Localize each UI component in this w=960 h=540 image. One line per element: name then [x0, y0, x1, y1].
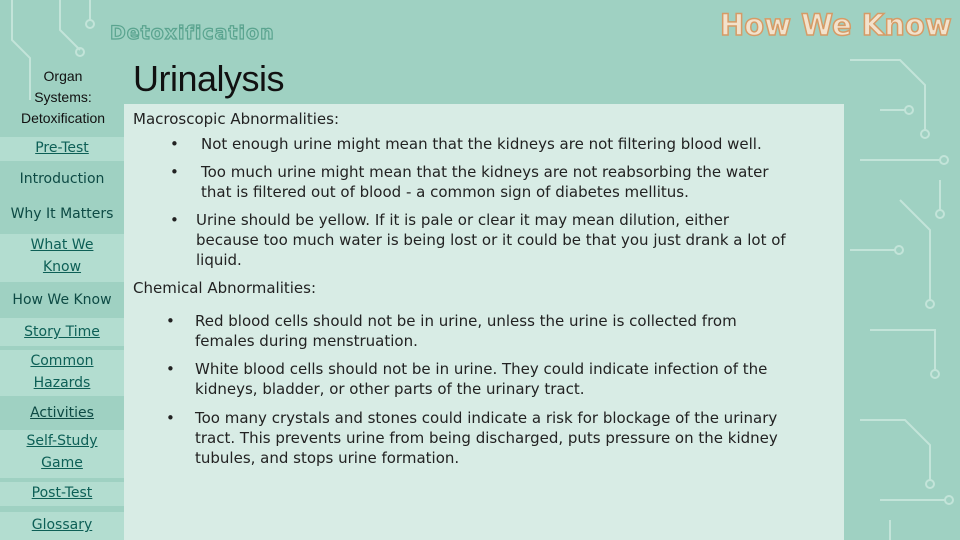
sidebar-item-self-study-game[interactable] — [0, 430, 124, 478]
list-item-line: liquid. — [196, 251, 242, 269]
section-heading: Detoxification — [110, 22, 275, 44]
list-item-line: because too much water is being lost or it could be that you just drank a lot of — [196, 231, 786, 249]
list-item-line: Urine should be yellow. If it is pale or clear it may mean dilution, either — [196, 211, 730, 229]
page-title: Urinalysis — [133, 58, 285, 99]
sidebar-item-label: Pre-Test — [35, 140, 89, 156]
sidebar-item-label: Common — [30, 353, 94, 369]
sidebar-item-pre-test[interactable] — [0, 137, 124, 161]
sidebar-item-activities[interactable] — [0, 402, 124, 424]
sidebar-item-label: Know — [42, 259, 82, 275]
sidebar-item-introduction[interactable] — [0, 168, 124, 190]
sidebar-item-story-time[interactable] — [0, 318, 124, 346]
sidebar-item-label: Post-Test — [31, 485, 93, 501]
sidebar-item-label: How We Know — [12, 292, 112, 308]
bullet-icon: • — [170, 211, 179, 229]
sidebar-title-line: Organ — [43, 68, 83, 84]
bullet-icon: • — [166, 360, 175, 378]
sidebar-title — [0, 66, 126, 129]
sidebar-item-common-hazards[interactable] — [0, 350, 124, 396]
sidebar-item-label: Why It Matters — [10, 206, 114, 222]
bullet-icon: • — [170, 135, 179, 153]
list-item — [195, 359, 767, 399]
list-item-line: kidneys, bladder, or other parts of the urinary tract. — [195, 380, 585, 398]
sidebar-item-label: Hazards — [33, 375, 91, 391]
chemical-label: Chemical Abnormalities: — [133, 279, 317, 297]
list-item — [201, 162, 769, 202]
list-item-line: Too much urine might mean that the kidneys are not reabsorbing the water — [201, 163, 769, 181]
macroscopic-label: Macroscopic Abnormalities: — [133, 110, 339, 128]
bullet-icon: • — [166, 312, 175, 330]
list-item — [195, 311, 737, 351]
sidebar-item-what-we-know[interactable] — [0, 234, 124, 282]
sidebar-title-line: Detoxification — [20, 110, 106, 126]
list-item-line: Too many crystals and stones could indicate a risk for blockage of the urinary — [195, 409, 778, 427]
bullet-icon: • — [170, 163, 179, 181]
sidebar-item-label: Activities — [30, 405, 94, 421]
list-item-line: tubules, and stops urine formation. — [195, 449, 460, 467]
list-item-line: females during menstruation. — [195, 332, 418, 350]
sidebar-item-label: Story Time — [24, 324, 100, 340]
sidebar-item-why-it-matters[interactable] — [0, 203, 124, 225]
page-heading: How We Know — [720, 8, 952, 42]
sidebar-item-label: What We — [30, 237, 94, 253]
list-item — [195, 408, 778, 468]
list-item-line: tract. This prevents urine from being discharged, puts pressure on the kidney — [195, 429, 778, 447]
sidebar-item-label: Introduction — [19, 171, 105, 187]
sidebar-title-line: Systems: — [34, 89, 92, 105]
list-item-line: White blood cells should not be in urine. They could indicate infection of the — [195, 360, 768, 378]
list-item-line: Red blood cells should not be in urine, unless the urine is collected from — [195, 312, 737, 330]
list-item-line: that is filtered out of blood - a common sign of diabetes mellitus. — [201, 183, 689, 201]
sidebar-item-label: Glossary — [31, 517, 93, 533]
sidebar-item-label: Self-Study — [26, 433, 98, 449]
list-item-line: Not enough urine might mean that the kidneys are not filtering blood well. — [201, 135, 762, 153]
sidebar-item-label: Game — [41, 455, 83, 471]
list-item — [196, 210, 786, 270]
list-item — [201, 134, 762, 154]
sidebar-item-glossary[interactable] — [0, 512, 124, 540]
bullet-icon: • — [166, 409, 175, 427]
sidebar-item-how-we-know[interactable] — [0, 289, 124, 311]
sidebar-item-post-test[interactable] — [0, 482, 124, 506]
